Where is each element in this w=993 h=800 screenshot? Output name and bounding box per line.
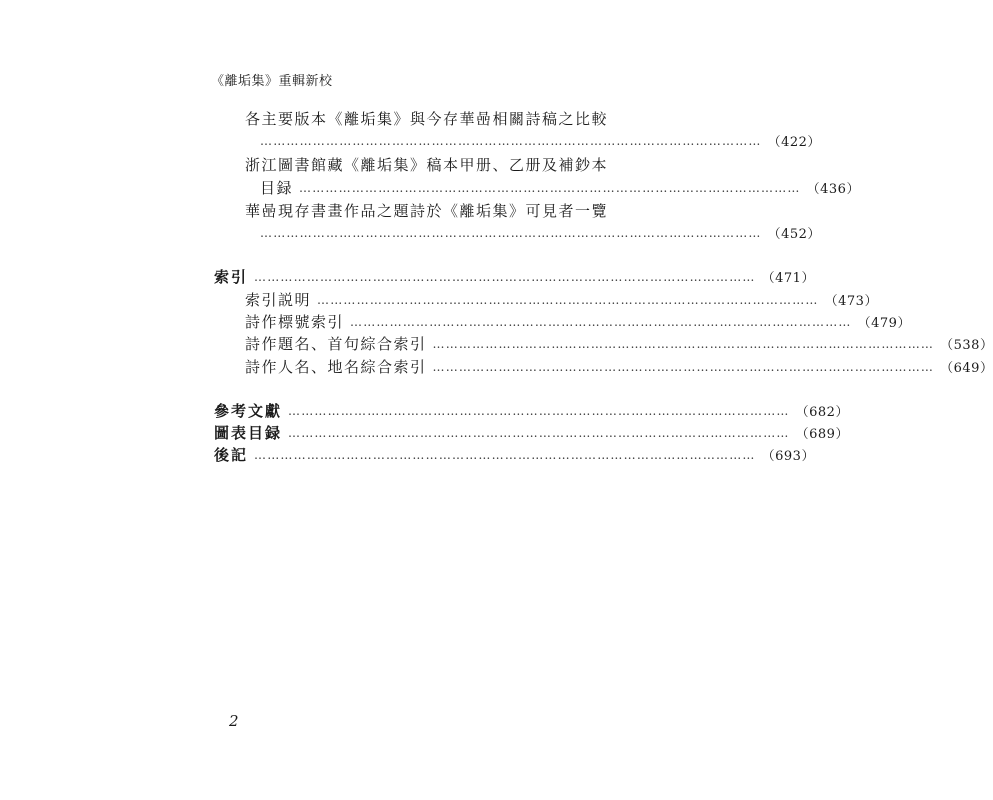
toc-section <box>214 422 849 444</box>
toc-entry <box>245 333 993 355</box>
toc-page-number: （538） <box>940 338 993 353</box>
toc-section-title: 參考文獻 <box>214 402 283 420</box>
leader-dots: …………………………………………………………………………………………………… <box>260 134 762 148</box>
toc-page-number: （689） <box>795 427 849 442</box>
toc-entry-title-line <box>245 200 608 222</box>
toc-section <box>214 400 849 422</box>
toc-page-number: （436） <box>806 182 860 197</box>
toc-entry-title: 索引説明 <box>245 291 312 309</box>
leader-dots: …………………………………………………………………………………………………… <box>299 181 801 195</box>
running-head: 《離垢集》重輯新校 <box>211 74 333 89</box>
toc-section-title: 索引 <box>214 268 249 286</box>
leader-dots: …………………………………………………………………………………………………… <box>288 404 790 418</box>
toc-entry-title: 詩作人名、地名綜合索引 <box>245 358 427 376</box>
toc-entry-title: 浙江圖書館藏《離垢集》稿本甲册、乙册及補鈔本 <box>245 156 609 174</box>
toc-page-number: （682） <box>795 405 849 420</box>
toc-entry-leader-line <box>260 131 821 153</box>
toc-page-number: （452） <box>767 227 821 242</box>
toc-entry-title: 華喦現存書畫作品之題詩於《離垢集》可見者一覽 <box>245 202 609 220</box>
toc-section-title: 圖表目録 <box>214 424 283 442</box>
leader-dots: …………………………………………………………………………………………………… <box>317 293 819 307</box>
leader-dots: …………………………………………………………………………………………………… <box>432 360 935 374</box>
leader-dots: …………………………………………………………………………………………………… <box>288 426 790 440</box>
toc-section <box>214 266 815 288</box>
toc-page-number: （422） <box>767 135 821 150</box>
leader-dots: …………………………………………………………………………………………………… <box>254 448 756 462</box>
toc-page-number: （693） <box>761 449 815 464</box>
toc-entry-title: 詩作標號索引 <box>245 313 345 331</box>
page-number: 2 <box>229 712 239 730</box>
toc-page-number: （479） <box>857 316 911 331</box>
toc-entry-title: 各主要版本《離垢集》與今存華喦相關詩稿之比較 <box>245 110 609 128</box>
leader-dots: …………………………………………………………………………………………………… <box>432 337 935 351</box>
toc-entry-leader-line <box>260 223 821 245</box>
toc-entry-title-line <box>245 154 608 176</box>
toc-page-number: （649） <box>940 361 993 376</box>
leader-dots: …………………………………………………………………………………………………… <box>350 315 852 329</box>
toc-entry <box>245 356 993 378</box>
toc-entry <box>245 289 878 311</box>
toc-entry <box>260 177 860 199</box>
toc-page-number: （473） <box>824 294 878 309</box>
toc-entry <box>245 311 911 333</box>
toc-entry-title: 詩作題名、首句綜合索引 <box>245 335 427 353</box>
toc-section-title: 後記 <box>214 446 249 464</box>
leader-dots: …………………………………………………………………………………………………… <box>260 226 762 240</box>
leader-dots: …………………………………………………………………………………………………… <box>254 270 756 284</box>
toc-section <box>214 444 815 466</box>
toc-page-number: （471） <box>761 271 815 286</box>
toc-entry-title: 目録 <box>260 179 294 197</box>
toc-entry-title-line <box>245 108 608 130</box>
